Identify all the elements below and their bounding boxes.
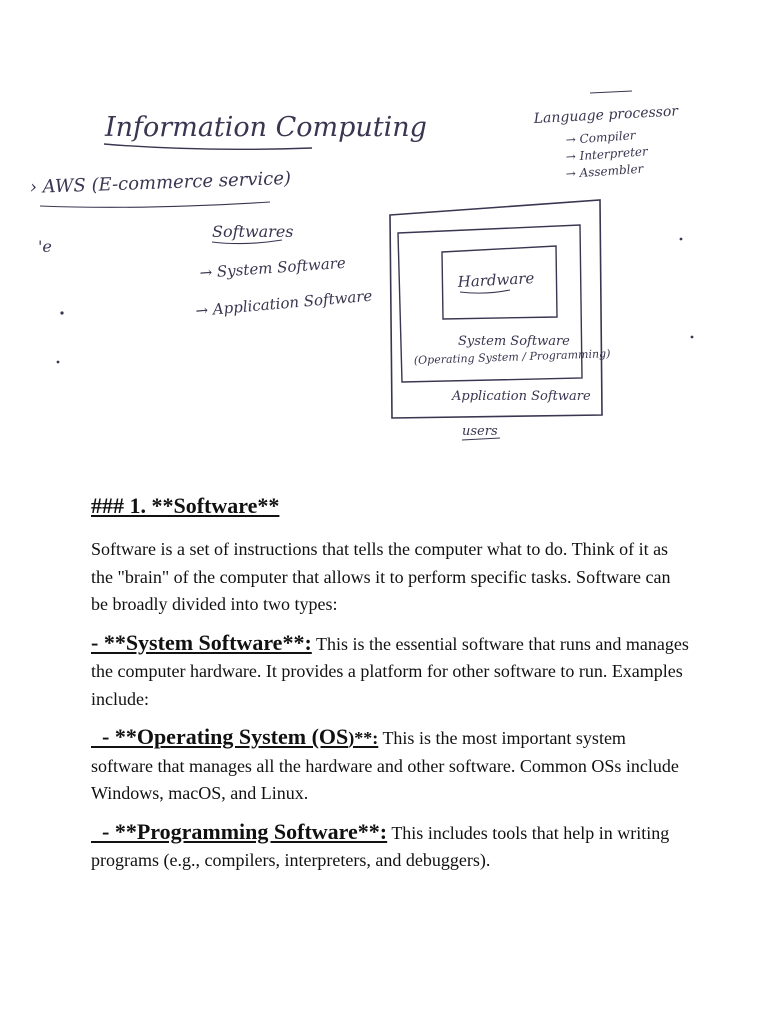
sketch-application-software: Application Software: [452, 389, 591, 404]
sketch-interpreter: → Interpreter: [565, 144, 649, 164]
handwritten-notes-photo: [0, 60, 768, 460]
language-overline: [590, 91, 632, 93]
sketch-aws: › AWS (E-commerce service): [29, 167, 292, 198]
sketch-system-item: → System Software: [199, 253, 347, 282]
sketch-hardware: Hardware: [457, 269, 535, 291]
operating-system-lead: [91, 724, 378, 749]
ink-dot: [60, 311, 63, 314]
operating-system-text: This is the most important system software that manages all the hardware and other software. Common OSs include Windows, macOS, and Linux.: [91, 728, 679, 803]
sketch-compiler: → Compiler: [565, 128, 636, 147]
sketch-language-processor: Language processor: [533, 103, 679, 127]
sketch-stray-mark: 'e: [38, 237, 52, 256]
programming-software-text: This includes tools that help in writing programs (e.g., compilers, interpreters, and debuggers).: [91, 822, 670, 870]
ink-dot: [57, 361, 60, 364]
system-software-paragraph: [91, 629, 691, 714]
operating-system-lead-tail: )**:: [348, 728, 379, 748]
operating-system-paragraph: [91, 723, 691, 808]
intro-paragraph: Software is a set of instructions that tells the computer what to do. Think of it as the "brain" of the computer that allows it to perform specific tasks. Software can be broadly divided into two types:: [91, 539, 671, 614]
ink-dot: [680, 238, 683, 241]
sketch-softwares-heading: Softwares: [212, 222, 294, 241]
sketch-system-software-sub: (Operating System / Programming): [413, 347, 611, 367]
title-underline: [104, 144, 312, 149]
sketch-system-software: System Software: [458, 334, 570, 349]
ink-dot: [691, 336, 694, 339]
system-software-lead: - **System Software**:: [91, 629, 312, 655]
aws-underline: [40, 202, 270, 207]
sketch-users: users: [462, 424, 498, 439]
outer-box: [390, 200, 602, 418]
sketch-title: Information Computing: [105, 112, 427, 143]
sketch-application-item: → Application Software: [194, 286, 373, 320]
programming-software-paragraph: [91, 818, 691, 875]
sketch-assembler: → Assembler: [565, 161, 644, 181]
programming-software-lead: - **Programming Software**:: [91, 818, 388, 844]
document-body: [91, 490, 691, 885]
section-heading: ### 1. **Software**: [91, 493, 280, 518]
operating-system-lead-main: - **Operating System (OS: [91, 724, 349, 749]
system-software-text: This is the essential software that runs and manages the computer hardware. It provides a platform for other software to run. Examples include:: [91, 633, 689, 709]
